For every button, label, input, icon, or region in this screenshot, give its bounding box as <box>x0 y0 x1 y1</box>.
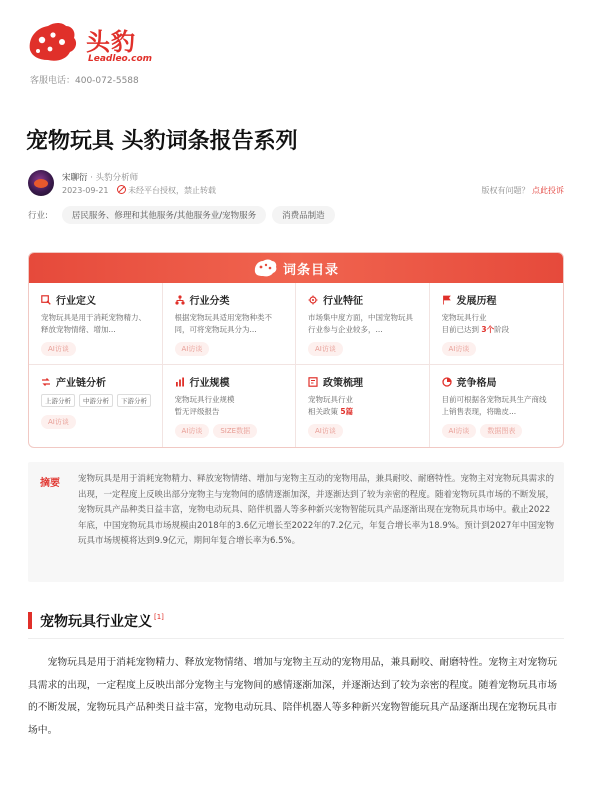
rights-question: 版权有问题？ <box>481 186 530 195</box>
abstract-box <box>28 462 564 582</box>
industry-tags <box>28 206 335 224</box>
toc-item-title: 行业规模 <box>189 378 230 389</box>
publish-date: 2023-09-21 <box>62 186 109 195</box>
industry-tag[interactable]: 消费品制造 <box>272 206 335 224</box>
toc-item-desc: 市场集中度方面，中国宠物玩具行业参与企业较多，... <box>308 313 413 334</box>
downstream-chip[interactable]: 下游分析 <box>117 394 151 407</box>
author-role: · 头豹分析师 <box>90 173 139 183</box>
abstract-text: 宠物玩具是用于消耗宠物精力、释放宠物情绪、增加与宠物主互动的宠物用品，兼具耐咬、耐磨特性。宠物主对宠物玩具需求的出现，一定程度上反映出部分宠物主与宠物间的感情逐渐加深，并逐渐达到了较为亲密的程度。随着宠物玩具市场的不断发展，宠物玩具产品种类日益丰富，宠物电动玩具、陪伴机器人等多种新兴宠物智能玩具产品逐渐出现在宠物玩具市场中。截止2022年底，中国宠物玩具市场规模由2018年的3.6亿元增长至2022年的7.2亿元，年复合增长率为18.9%。预计到2027年中国宠物玩具市场规模将达到9.9亿元，期间年复合增长率为6.5%。 <box>78 474 555 546</box>
toc-item-market-size[interactable] <box>163 365 297 447</box>
ai-interview-chip[interactable]: AI访谈 <box>41 342 76 356</box>
publish-meta <box>62 185 216 196</box>
brand-domain: Leadleo.com <box>88 54 153 64</box>
toc-item-desc: 宠物玩具行业 相关政策 5篇 <box>308 395 354 416</box>
page-title: 宠物玩具 头豹词条报告系列 <box>26 129 298 154</box>
toc-item-title: 行业特征 <box>323 296 363 307</box>
bar-chart-icon <box>175 377 185 387</box>
leopard-logo-icon <box>253 258 277 278</box>
midstream-chip[interactable]: 中游分析 <box>79 394 113 407</box>
toc-item-desc: 根据宠物玩具适用宠物种类不同，可将宠物玩具分为... <box>174 313 272 334</box>
toc-item-industry-chain[interactable] <box>29 365 163 447</box>
section-divider <box>28 638 564 639</box>
avatar[interactable] <box>28 170 54 196</box>
rights-complaint <box>481 185 564 196</box>
section-accent-bar <box>28 612 32 629</box>
toc-item-features[interactable] <box>296 283 430 365</box>
abstract-label: 摘要 <box>40 478 60 489</box>
toc-item-history[interactable] <box>430 283 564 365</box>
industry-tag[interactable]: 居民服务、修理和其他服务/其他服务业/宠物服务 <box>62 206 266 224</box>
pie-chart-icon <box>442 377 452 387</box>
section-body: 宠物玩具是用于消耗宠物精力、释放宠物情绪、增加与宠物主互动的宠物用品，兼具耐咬、耐磨特性。宠物主对宠物玩具需求的出现，一定程度上反映出部分宠物主与宠物间的感情逐渐加深，并逐渐达到了较为亲密的程度。随着宠物玩具市场的不断发展，宠物玩具产品种类日益丰富，宠物电动玩具、陪伴机器人等多种新兴宠物智能玩具产品逐渐出现在宠物玩具市场中。 <box>28 657 558 736</box>
author-info <box>62 171 138 183</box>
ai-interview-chip[interactable]: AI访谈 <box>175 424 210 438</box>
toc-item-classification[interactable] <box>163 283 297 365</box>
toc-item-title: 行业分类 <box>189 296 230 307</box>
toc-item-title: 政策梳理 <box>323 378 363 389</box>
industry-label: 行业: <box>28 211 48 221</box>
leadleo-logo[interactable] <box>26 18 156 68</box>
brand-name: 头豹 <box>86 28 136 56</box>
leopard-logo-icon <box>26 20 78 64</box>
toc-item-policy[interactable] <box>296 365 430 447</box>
ai-interview-chip[interactable]: AI访谈 <box>308 424 343 438</box>
definition-icon <box>41 295 51 305</box>
size-data-chip[interactable]: SIZE数据 <box>213 424 257 438</box>
customer-hotline: 客服电话：400-072-5588 <box>30 76 139 86</box>
toc-item-title: 产业链分析 <box>56 378 106 389</box>
chain-icon <box>41 377 51 387</box>
toc-title: 词条目录 <box>282 262 340 278</box>
toc-item-competition[interactable] <box>430 365 564 447</box>
ai-interview-chip[interactable]: AI访谈 <box>175 342 210 356</box>
ai-interview-chip[interactable]: AI访谈 <box>442 342 477 356</box>
toc-item-desc: 宠物玩具行业 目前已达到 3个阶段 <box>441 313 510 334</box>
ai-interview-chip[interactable]: AI访谈 <box>442 424 477 438</box>
upstream-chip[interactable]: 上游分析 <box>41 394 75 407</box>
copyright-notice: 未经平台授权，禁止转载 <box>117 185 217 196</box>
prohibited-icon <box>117 185 126 194</box>
reference-link[interactable]: [1] <box>154 613 164 621</box>
toc-item-title: 行业定义 <box>56 296 96 307</box>
author-name[interactable]: 宋聊衍 <box>62 173 88 183</box>
history-icon <box>442 295 452 305</box>
complaint-link[interactable]: 点此投诉 <box>532 186 564 195</box>
classification-icon <box>175 295 185 305</box>
policy-icon <box>308 377 318 387</box>
toc-item-desc: 目前可根据各宠物玩具生产商线上销售表现，将瞻皮... <box>441 395 547 416</box>
section-title: 宠物玩具行业定义 [1] <box>40 613 164 630</box>
toc-grid <box>29 283 563 447</box>
toc-item-desc: 宠物玩具是用于消耗宠物精力、释放宠物情绪、增加... <box>41 313 146 334</box>
toc-item-title: 竞争格局 <box>456 378 497 389</box>
ai-interview-chip[interactable]: AI访谈 <box>308 342 343 356</box>
toc-item-definition[interactable] <box>29 283 163 365</box>
toc-panel <box>28 252 564 448</box>
feature-icon <box>308 295 318 305</box>
data-chart-chip[interactable]: 数据图表 <box>480 424 522 438</box>
ai-interview-chip[interactable]: AI访谈 <box>41 415 76 429</box>
toc-item-title: 发展历程 <box>456 296 497 307</box>
toc-header <box>29 253 563 283</box>
toc-item-desc: 宠物玩具行业规模 暂无评级报告 <box>174 395 235 416</box>
